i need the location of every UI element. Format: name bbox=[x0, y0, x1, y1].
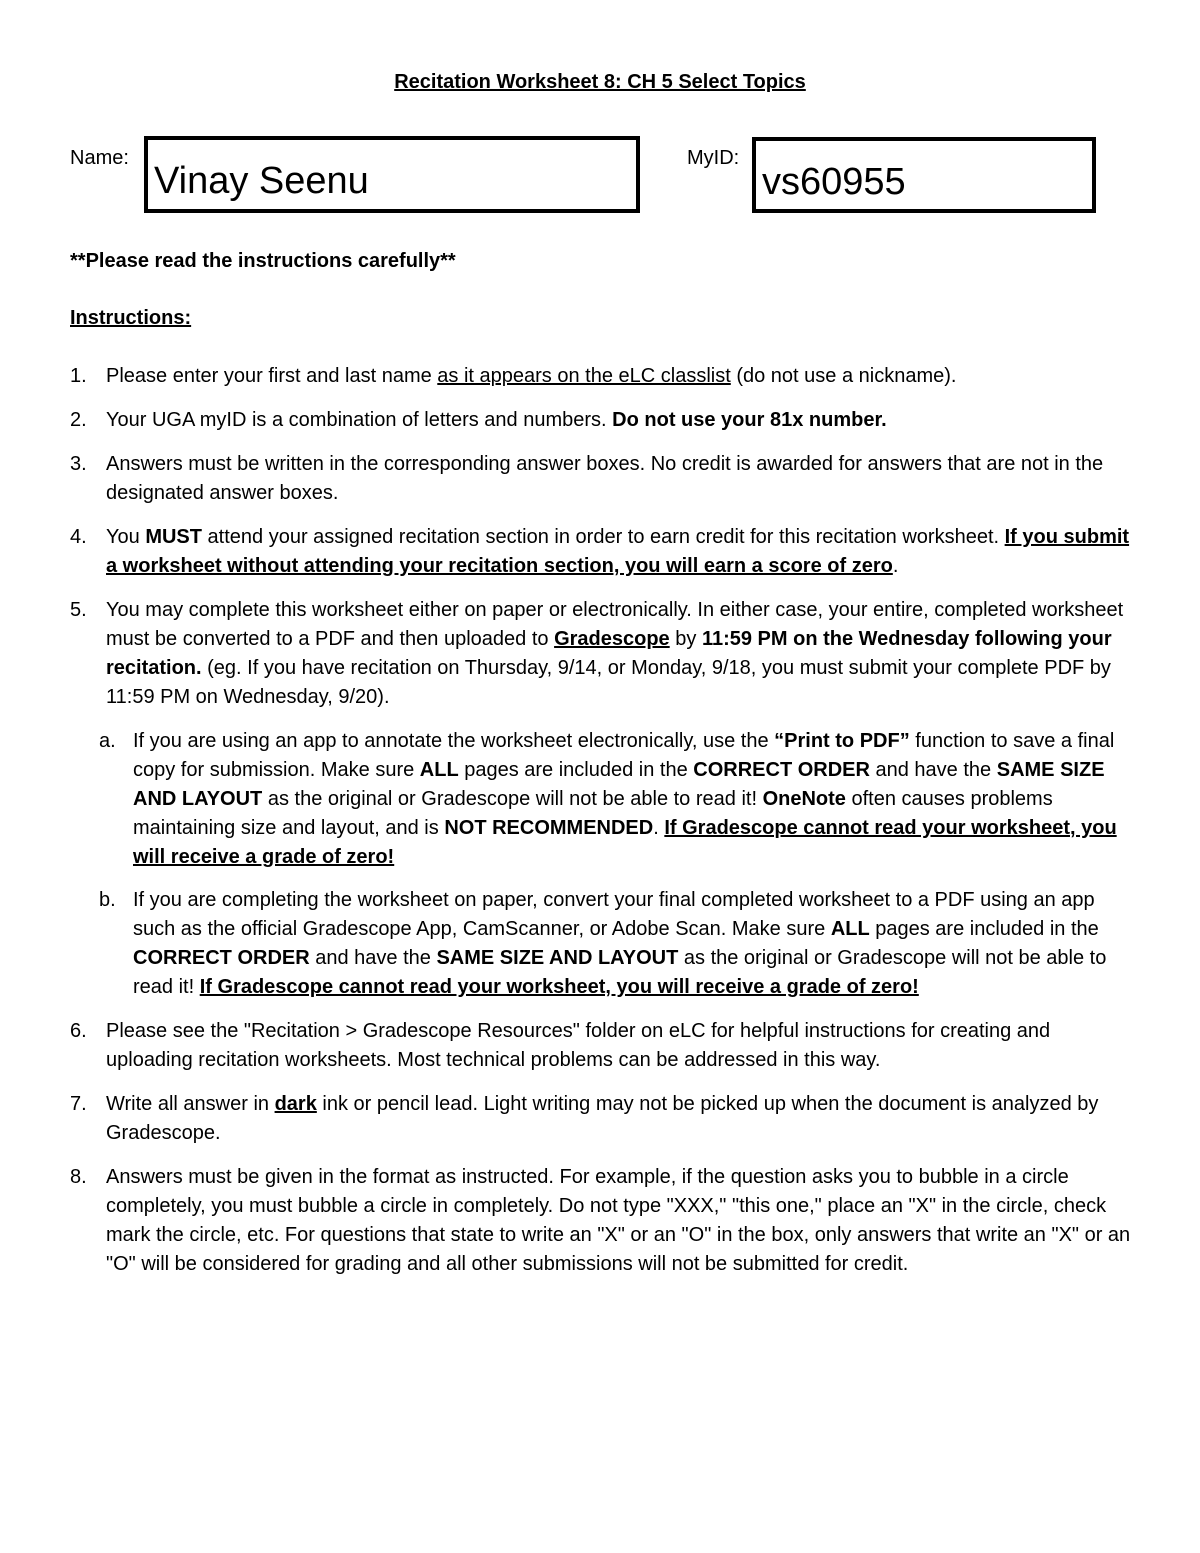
instruction-text-run: If Gradescope cannot read your worksheet, you will receive a grade of zero! bbox=[133, 817, 1117, 868]
instruction-text-run: Answers must be written in the corresponding answer boxes. No credit is awarded for answers that are not in the designated answer boxes. bbox=[106, 453, 1104, 504]
instruction-text-run: CORRECT ORDER bbox=[693, 759, 870, 781]
instruction-text-run: ALL bbox=[830, 918, 870, 940]
instruction-sublist bbox=[99, 727, 1140, 1002]
instruction-text-run: Write all answer in bbox=[106, 1093, 275, 1115]
instruction-text-run: If you are completing the worksheet on paper, convert your final completed worksheet to a PDF using an app such as the official Gradescope App, CamScanner, or Adobe Scan. Make sure bbox=[133, 889, 1095, 940]
instruction-text-run: If you submit a worksheet without attending your recitation section, you will earn a score of zero bbox=[106, 526, 1130, 577]
instruction-item bbox=[70, 523, 1140, 581]
instruction-text-run: dark bbox=[274, 1093, 317, 1115]
instruction-number: 2. bbox=[70, 409, 87, 431]
instruction-subbody bbox=[133, 727, 1140, 872]
myid-label: MyID: bbox=[687, 147, 740, 169]
instruction-item bbox=[70, 1017, 1140, 1075]
instruction-number: 8. bbox=[70, 1166, 87, 1188]
name-label: Name: bbox=[70, 147, 129, 169]
name-value: Vinay Seenu bbox=[154, 160, 369, 202]
instruction-text-run: (do not use a nickname). bbox=[730, 365, 957, 387]
instruction-text-run: often causes problems maintaining size and layout, and is bbox=[133, 788, 1053, 839]
instruction-text-run: CORRECT ORDER bbox=[133, 947, 310, 969]
instruction-text-run: If you are using an app to annotate the worksheet electronically, use the bbox=[133, 730, 775, 752]
myid-field[interactable] bbox=[752, 137, 1096, 213]
instruction-subnumber: a. bbox=[99, 730, 116, 752]
myid-value: vs60955 bbox=[762, 161, 906, 203]
instructions-heading: Instructions: bbox=[70, 307, 192, 329]
instruction-item bbox=[70, 406, 1140, 435]
instruction-item bbox=[70, 1090, 1140, 1148]
instruction-subitem bbox=[99, 886, 1140, 1002]
instruction-text-run: 11:59 PM on the Wednesday following your recitation. bbox=[106, 628, 1112, 679]
instruction-text-run: by bbox=[669, 628, 702, 650]
instruction-number: 1. bbox=[70, 365, 87, 387]
instruction-text-run: You bbox=[106, 526, 146, 548]
worksheet-title: Recitation Worksheet 8: CH 5 Select Topics bbox=[394, 71, 806, 93]
instruction-body bbox=[106, 596, 1140, 712]
instruction-item bbox=[70, 362, 1140, 391]
instruction-text-run: You may complete this worksheet either on paper or electronically. In either case, your entire, completed worksheet must be converted to a PDF and then uploaded to bbox=[106, 599, 1124, 650]
instruction-item bbox=[70, 1163, 1140, 1279]
instruction-subnumber: b. bbox=[99, 889, 116, 911]
instruction-body bbox=[106, 406, 1140, 435]
instruction-text-run: as it appears on the eLC classlist bbox=[437, 365, 731, 387]
instruction-text-run: . bbox=[653, 817, 665, 839]
instruction-text-run: attend your assigned recitation section in order to earn credit for this recitation worksheet. bbox=[201, 526, 1005, 548]
instruction-text-run: OneNote bbox=[762, 788, 846, 810]
instruction-item bbox=[70, 596, 1140, 1002]
instruction-text-run: as the original or Gradescope will not be able to read it! bbox=[262, 788, 763, 810]
instruction-body bbox=[106, 523, 1140, 581]
instruction-text-run: as the original or Gradescope will not be able to read it! bbox=[133, 947, 1107, 998]
instruction-text-run: ink or pencil lead. Light writing may not be picked up when the document is analyzed by Gradescope. bbox=[106, 1093, 1099, 1144]
instruction-text-run: pages are included in the bbox=[869, 918, 1099, 940]
instruction-subbody bbox=[133, 886, 1140, 1002]
instruction-text-run: “Print to PDF” bbox=[774, 730, 910, 752]
instruction-text-run: If Gradescope cannot read your worksheet, you will receive a grade of zero! bbox=[199, 976, 919, 998]
instruction-item bbox=[70, 450, 1140, 508]
instruction-subitem bbox=[99, 727, 1140, 872]
instruction-number: 3. bbox=[70, 453, 87, 475]
instruction-text-run: NOT RECOMMENDED bbox=[444, 817, 654, 839]
instruction-text-run: MUST bbox=[145, 526, 202, 548]
instructions-notice: **Please read the instructions carefully** bbox=[70, 250, 456, 272]
instruction-text-run: Gradescope bbox=[554, 628, 670, 650]
instruction-number: 5. bbox=[70, 599, 87, 621]
instructions-list bbox=[70, 362, 1140, 1294]
instruction-text-run: SAME SIZE AND LAYOUT bbox=[436, 947, 679, 969]
instruction-text-run: Do not use your 81x number. bbox=[612, 409, 887, 431]
instruction-number: 7. bbox=[70, 1093, 87, 1115]
instruction-text-run: Please see the "Recitation > Gradescope Resources" folder on eLC for helpful instructions for creating and uploading recitation worksheets. Most technical problems can be addressed in this way. bbox=[106, 1020, 1051, 1071]
instruction-text-run: SAME SIZE AND LAYOUT bbox=[133, 759, 1105, 810]
instruction-text-run: pages are included in the bbox=[458, 759, 694, 781]
instruction-text-run: Please enter your first and last name bbox=[106, 365, 438, 387]
instruction-text-run: Your UGA myID is a combination of letters and numbers. bbox=[106, 409, 613, 431]
instruction-text-run: Answers must be given in the format as instructed. For example, if the question asks you to bubble in a circle completely, you must bubble a circle in completely. Do not type "XXX," "this one," place an "X" in the circle, check mark the circle, etc. For questions that state to write an "X" or an "O" in the box, only answers that write an "X" or an "O" will be considered for grading and all other submissions will not be submitted for credit. bbox=[106, 1166, 1131, 1275]
instruction-number: 4. bbox=[70, 526, 87, 548]
instruction-body bbox=[106, 1090, 1140, 1148]
instruction-text-run: and have the bbox=[309, 947, 437, 969]
instruction-body bbox=[106, 1163, 1140, 1279]
instruction-text-run: function to save a final copy for submission. Make sure bbox=[133, 730, 1115, 781]
instruction-number: 6. bbox=[70, 1020, 87, 1042]
instruction-text-run: (eg. If you have recitation on Thursday, 9/14, or Monday, 9/18, you must submit your complete PDF by 11:59 PM on Wednesday, 9/20). bbox=[106, 657, 1111, 708]
name-field[interactable] bbox=[144, 136, 640, 213]
instruction-text-run: and have the bbox=[869, 759, 997, 781]
instruction-text-run: ALL bbox=[419, 759, 459, 781]
instruction-text-run: . bbox=[892, 555, 899, 577]
instruction-body bbox=[106, 362, 1140, 391]
instruction-body bbox=[106, 1017, 1140, 1075]
instruction-body bbox=[106, 450, 1140, 508]
